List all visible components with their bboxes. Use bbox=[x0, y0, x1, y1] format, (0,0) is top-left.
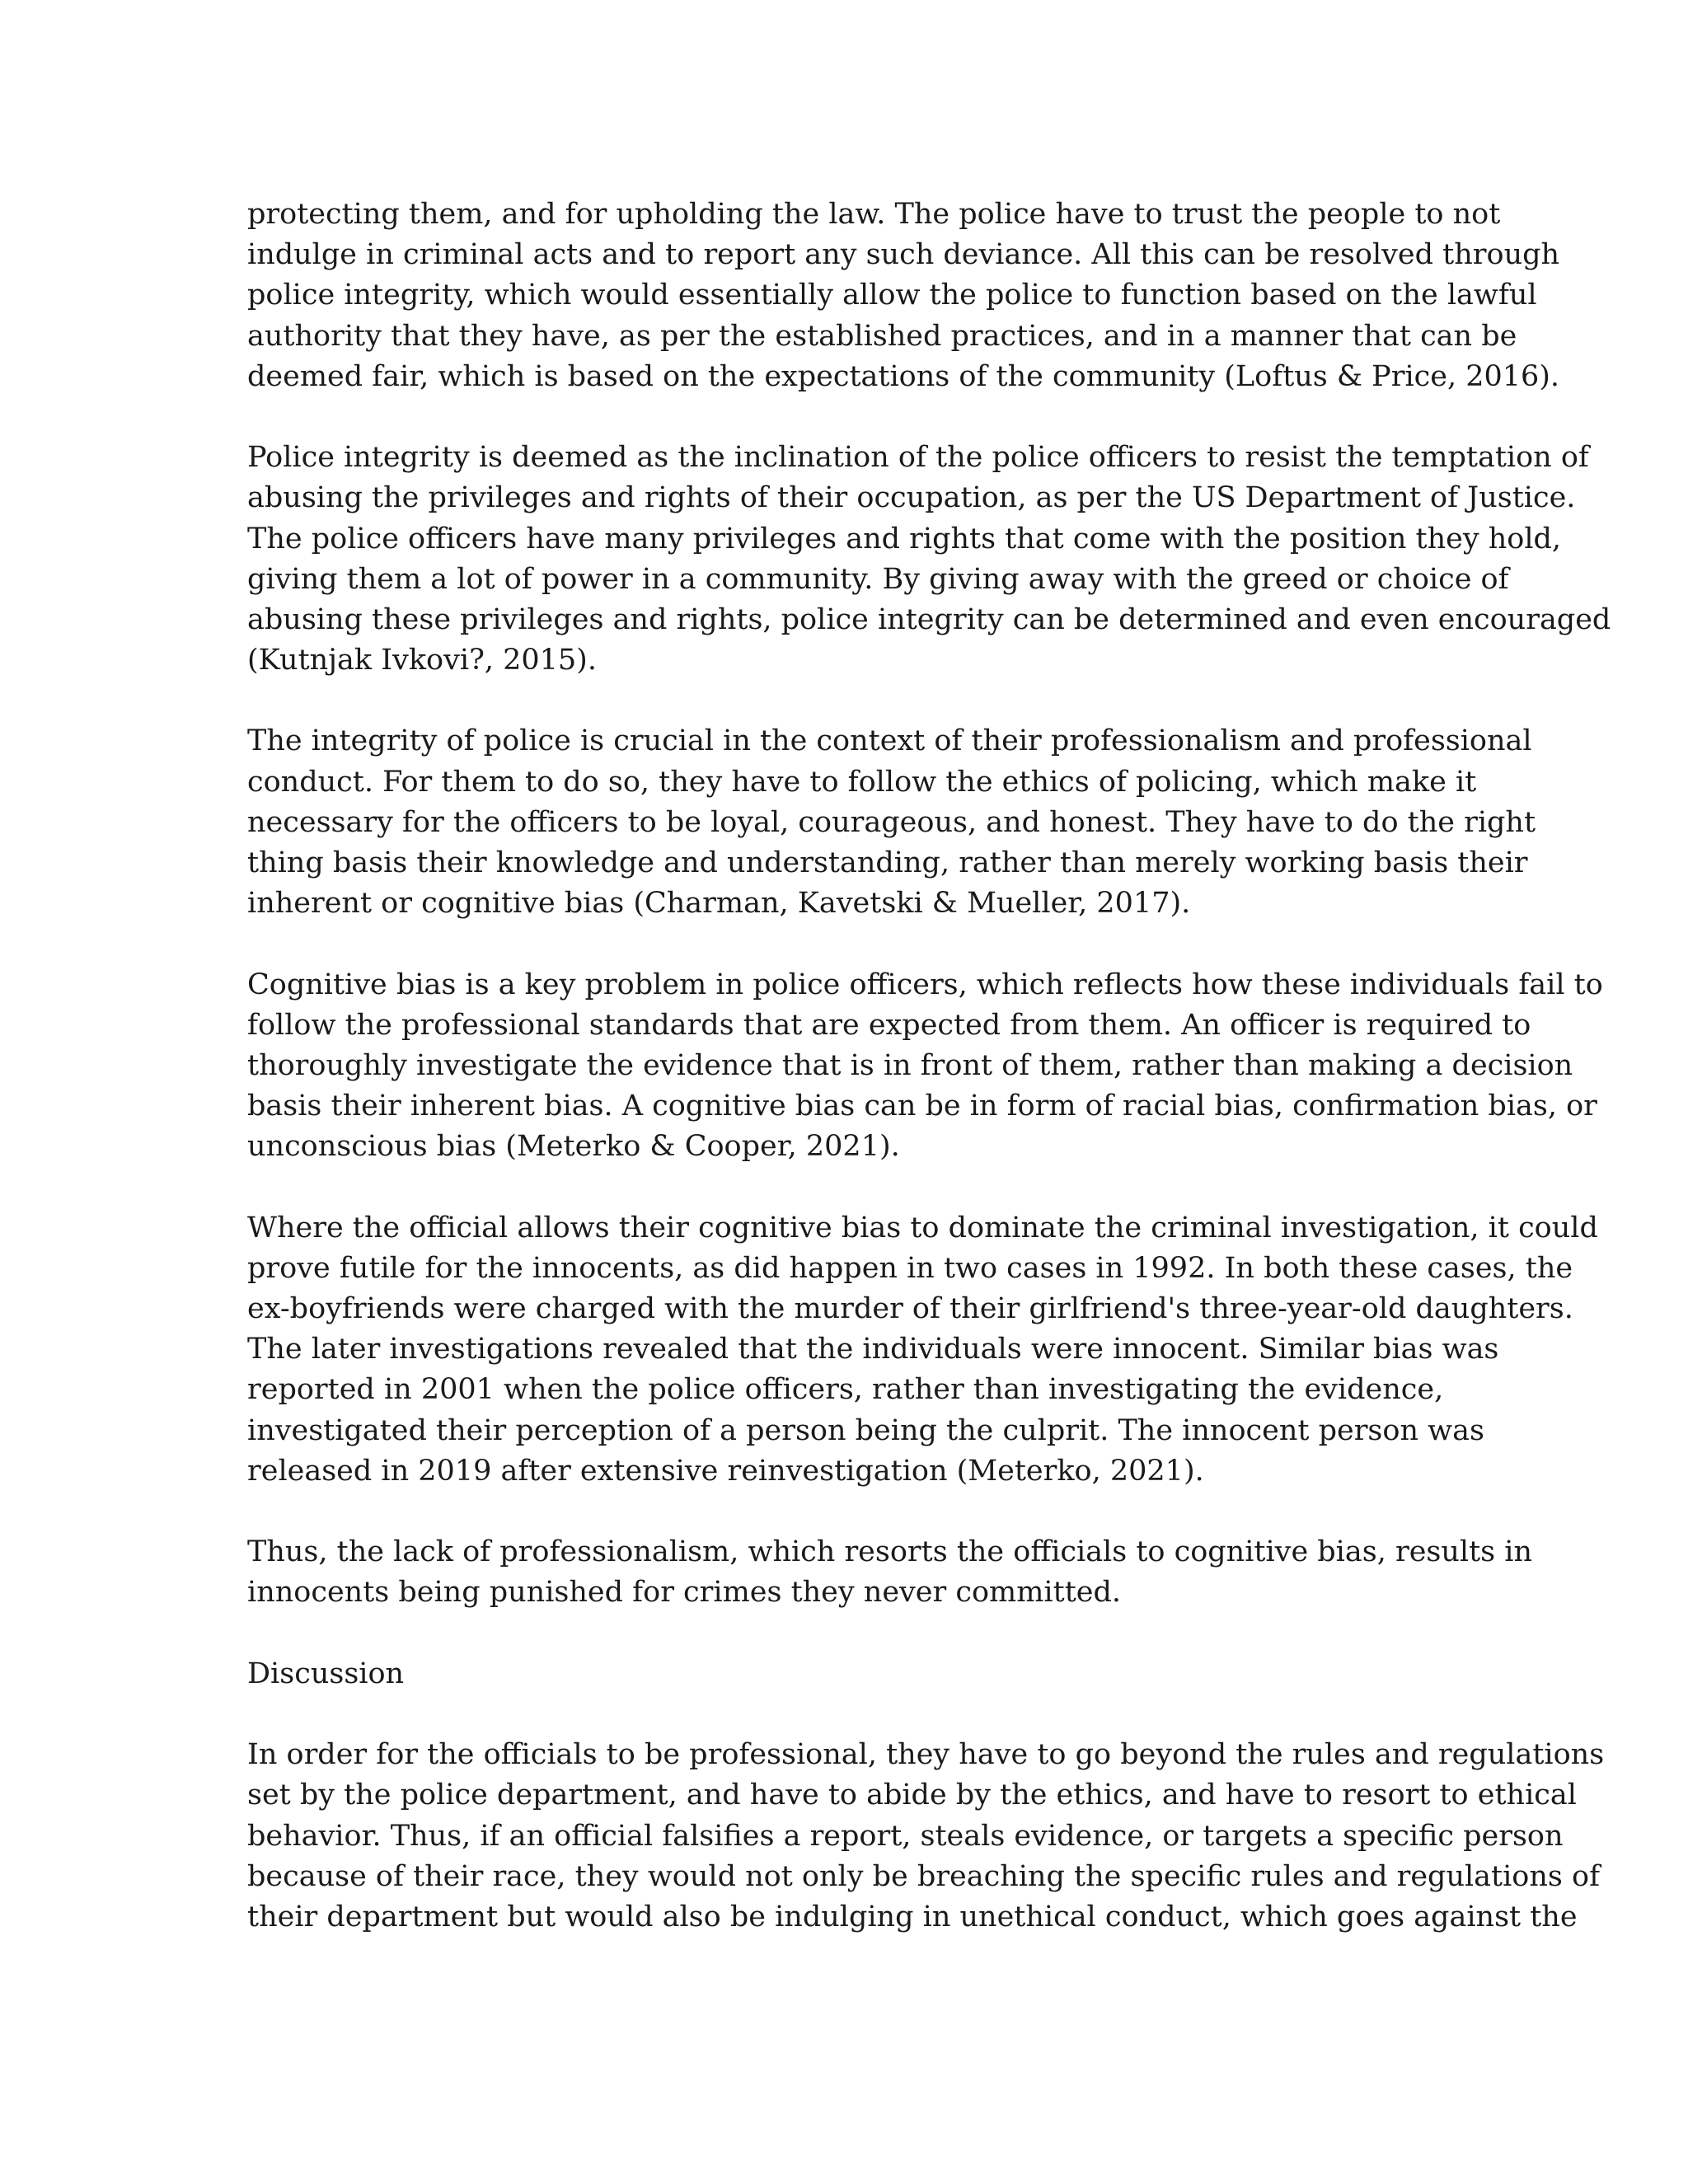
text-line: investigated their perception of a person being the culprit. The innocent person was bbox=[247, 1413, 1484, 1447]
text-line: conduct. For them to do so, they have to follow the ethics of policing, which make it bbox=[247, 765, 1477, 799]
text-line: ex-boyfriends were charged with the murder of their girlfriend's three-year-old daughters. bbox=[247, 1292, 1573, 1326]
heading-line: Discussion bbox=[247, 1657, 405, 1690]
text-line: necessary for the officers to be loyal, courageous, and honest. They have to do the right bbox=[247, 805, 1536, 839]
text-line: follow the professional standards that are expected from them. An officer is required to bbox=[247, 1008, 1531, 1042]
text-line: released in 2019 after extensive reinvestigation (Meterko, 2021). bbox=[247, 1454, 1204, 1488]
text-line: basis their inherent bias. A cognitive bias can be in form of racial bias, confirmation bias, or bbox=[247, 1090, 1597, 1123]
text-line: their department but would also be indulging in unethical conduct, which goes against the bbox=[247, 1900, 1578, 1933]
text-line: prove futile for the innocents, as did happen in two cases in 1992. In both these cases, the bbox=[247, 1251, 1573, 1285]
paragraph-professional-conduct bbox=[247, 721, 1536, 924]
text-line: thoroughly investigate the evidence that is in front of them, rather than making a decision bbox=[247, 1048, 1573, 1082]
text-line: protecting them, and for upholding the law. The police have to trust the people to not bbox=[247, 198, 1501, 231]
text-line: because of their race, they would not only be breaching the specific rules and regulations of bbox=[247, 1859, 1601, 1893]
text-line: abusing the privileges and rights of their occupation, as per the US Department of Justice. bbox=[247, 481, 1576, 515]
paragraph-wrongful-cases bbox=[247, 1208, 1598, 1492]
paragraph-police-integrity-definition bbox=[247, 438, 1611, 681]
text-line: deemed fair, which is based on the expectations of the community (Loftus & Price, 2016). bbox=[247, 359, 1560, 393]
paragraph-conclusion-bias bbox=[247, 1532, 1532, 1613]
text-line: giving them a lot of power in a community. By giving away with the greed or choice of bbox=[247, 562, 1509, 596]
text-line: innocents being punished for crimes they never committed. bbox=[247, 1576, 1121, 1610]
text-line: The later investigations revealed that the individuals were innocent. Similar bias was bbox=[247, 1333, 1499, 1366]
text-line: Cognitive bias is a key problem in police officers, which reflects how these individuals fail to bbox=[247, 968, 1603, 1001]
text-line: (Kutnjak Ivkovi?, 2015). bbox=[247, 644, 597, 677]
text-line: police integrity, which would essentially allow the police to function based on the lawful bbox=[247, 279, 1537, 312]
text-line: reported in 2001 when the police officers, rather than investigating the evidence, bbox=[247, 1373, 1444, 1407]
text-line: inherent or cognitive bias (Charman, Kavetski & Mueller, 2017). bbox=[247, 887, 1191, 921]
text-line: Where the official allows their cognitive bias to dominate the criminal investigation, it could bbox=[247, 1211, 1598, 1244]
text-line: Thus, the lack of professionalism, which resorts the officials to cognitive bias, results in bbox=[247, 1535, 1532, 1569]
section-heading-discussion bbox=[247, 1654, 1451, 1694]
text-line: set by the police department, and have to abide by the ethics, and have to resort to ethical bbox=[247, 1779, 1577, 1812]
text-line: Police integrity is deemed as the inclination of the police officers to resist the temptation of bbox=[247, 441, 1589, 475]
text-line: authority that they have, as per the established practices, and in a manner that can be bbox=[247, 319, 1517, 353]
paragraph-police-trust bbox=[247, 194, 1560, 397]
text-line: behavior. Thus, if an official falsifies a report, steals evidence, or targets a specific person bbox=[247, 1819, 1564, 1853]
text-line: abusing these privileges and rights, police integrity can be determined and even encouraged bbox=[247, 602, 1611, 636]
text-line: indulge in criminal acts and to report any such deviance. All this can be resolved through bbox=[247, 238, 1560, 272]
paragraph-cognitive-bias bbox=[247, 965, 1603, 1168]
text-line: The integrity of police is crucial in the context of their professionalism and professional bbox=[247, 724, 1532, 758]
document-body bbox=[247, 194, 1611, 1978]
text-line: thing basis their knowledge and understanding, rather than merely working basis their bbox=[247, 846, 1528, 879]
text-line: In order for the officials to be professional, they have to go beyond the rules and regulations bbox=[247, 1738, 1605, 1772]
paragraph-discussion-ethics bbox=[247, 1735, 1605, 1938]
text-line: unconscious bias (Meterko & Cooper, 2021). bbox=[247, 1130, 900, 1164]
text-line: The police officers have many privileges and rights that come with the position they hold, bbox=[247, 522, 1562, 555]
